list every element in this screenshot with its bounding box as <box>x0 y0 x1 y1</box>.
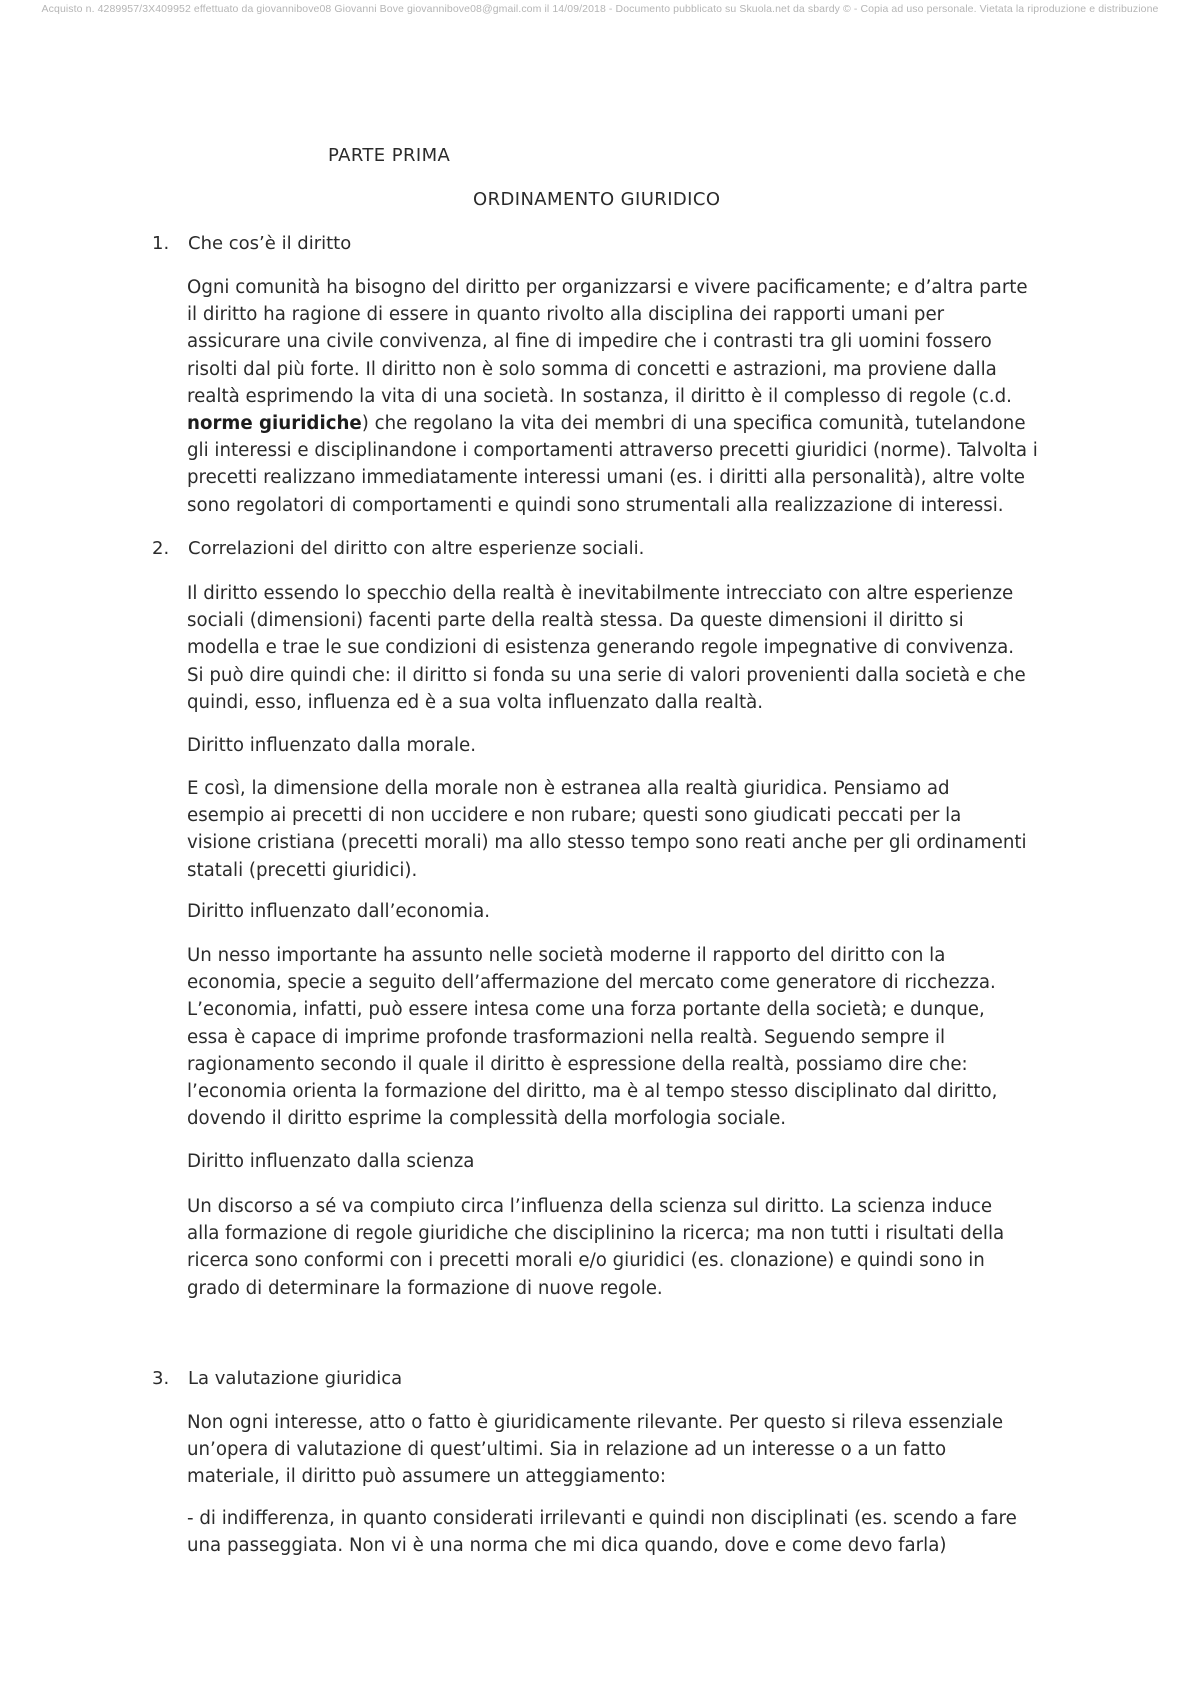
subheading-morale <box>187 732 1097 759</box>
text-line: statali (precetti giuridici). <box>187 859 418 881</box>
text-line: Un nesso importante ha assunto nelle società moderne il rapporto del diritto con la <box>187 945 946 966</box>
text-line: alla formazione di regole giuridiche che disciplinino la ricerca; ma non tutti i risultati della <box>187 1223 1005 1245</box>
paragraph-7 <box>187 1505 1097 1559</box>
text-line: sociali (dimensioni) facenti parte della realtà stessa. Da queste dimensioni il diritto si <box>187 610 964 632</box>
text-line: l’economia orienta la formazione del diritto, ma è al tempo stesso disciplinato dal diritto, <box>187 1080 998 1102</box>
text-line: gli interessi e disciplinandone i comportamenti attraverso precetti giuridici (norme). Talvolta i <box>187 440 1038 462</box>
subheading-scienza <box>187 1148 1097 1175</box>
heading-2 <box>152 538 644 559</box>
text-line: sono regolatori di comportamenti e quindi sono strumentali alla realizzazione di interessi. <box>187 494 1004 516</box>
heading-3 <box>152 1368 402 1389</box>
paragraph-1 <box>187 274 1097 519</box>
bold-term: norme giuridiche <box>187 412 362 434</box>
text-line: dovendo il diritto esprime la complessità della morfologia sociale. <box>187 1108 787 1130</box>
heading-number: 2. <box>152 538 170 559</box>
text-line: modella e trae le sue condizioni di esistenza generando regole impegnative di convivenza. <box>187 637 1014 659</box>
text-line: esempio ai precetti di non uccidere e non rubare; questi sono giudicati peccati per la <box>187 805 962 827</box>
paragraph-2 <box>187 580 1097 716</box>
text-line: L’economia, infatti, può essere intesa come una forza portante della società; e dunque, <box>187 999 985 1021</box>
text-line: Un discorso a sé va compiuto circa l’influenza della scienza sul diritto. La scienza induce <box>187 1196 993 1217</box>
text-line: Il diritto essendo lo specchio della realtà è inevitabilmente intrecciato con altre esperienze <box>187 583 1014 604</box>
text-line: Non ogni interesse, atto o fatto è giuridicamente rilevante. Per questo si rileva essenziale <box>187 1412 1004 1433</box>
paragraph-3 <box>187 775 1097 884</box>
text-line: E così, la dimensione della morale non è estranea alla realtà giuridica. Pensiamo ad <box>187 778 950 799</box>
heading-text: La valutazione giuridica <box>188 1368 403 1389</box>
text-line: materiale, il diritto può assumere un atteggiamento: <box>187 1466 666 1488</box>
text-line: una passeggiata. Non vi è una norma che mi dica quando, dove e come devo farla) <box>187 1535 947 1557</box>
text-line: risolti dal più forte. Il diritto non è solo somma di concetti e astrazioni, ma proviene dalla <box>187 358 997 380</box>
text-line: assicurare una civile convivenza, al fine di impedire che i contrasti tra gli uomini fossero <box>187 331 992 353</box>
text-line: Ogni comunità ha bisogno del diritto per organizzarsi e vivere pacificamente; e d’altra parte <box>187 277 1028 298</box>
text-line: Diritto influenzato dalla morale. <box>187 735 476 756</box>
text-line: realtà esprimendo la vita di una società. In sostanza, il diritto è il complesso di regole (c.d. <box>187 385 1012 407</box>
paragraph-5 <box>187 1193 1097 1302</box>
text-line: grado di determinare la formazione di nuove regole. <box>187 1277 663 1299</box>
heading-number: 3. <box>152 1368 170 1389</box>
paragraph-4 <box>187 942 1097 1132</box>
section-title: ORDINAMENTO GIURIDICO <box>473 189 721 210</box>
text-line <box>187 410 1097 437</box>
text-line: - di indifferenza, in quanto considerati irrilevanti e quindi non disciplinati (es. scendo a fare <box>187 1508 1017 1529</box>
text-line: Diritto influenzato dall’economia. <box>187 901 491 922</box>
text-line: Si può dire quindi che: il diritto si fonda su una serie di valori provenienti dalla società e che <box>187 664 1026 686</box>
heading-text: Che cos’è il diritto <box>188 233 352 254</box>
text-line: quindi, esso, influenza ed è a sua volta influenzato dalla realtà. <box>187 691 763 713</box>
paragraph-6 <box>187 1409 1097 1491</box>
heading-1 <box>152 233 351 254</box>
text-line: visione cristiana (precetti morali) ma allo stesso tempo sono reati anche per gli ordinamenti <box>187 832 1027 854</box>
text-line: ricerca sono conformi con i precetti morali e/o giuridici (es. clonazione) e quindi sono in <box>187 1250 985 1272</box>
text-line: essa è capace di imprime profonde trasformazioni nella realtà. Seguendo sempre il <box>187 1026 946 1048</box>
text-line: economia, specie a seguito dell’affermazione del mercato come generatore di ricchezza. <box>187 972 996 994</box>
part-title: PARTE PRIMA <box>328 145 451 166</box>
subheading-economia <box>187 898 1097 925</box>
text-line: Diritto influenzato dalla scienza <box>187 1151 475 1172</box>
text-span: ) che regolano la vita dei membri di una specifica comunità, tutelandone <box>361 412 1026 434</box>
watermark-text: Acquisto n. 4289957/3X409952 effettuato da giovannibove08 Giovanni Bove giovannibove08@gmail.com il 14/09/2018 - Documento pubblicato su Skuola.net da sbardy © - Copia ad uso personale. Vietata la riproduzione e distribuzione <box>41 3 1159 15</box>
text-line: ragionamento secondo il quale il diritto è espressione della realtà, possiamo dire che: <box>187 1053 968 1075</box>
text-line: precetti realizzano immediatamente interessi umani (es. i diritti alla personalità), altre volte <box>187 467 1025 489</box>
heading-number: 1. <box>152 233 170 254</box>
heading-text: Correlazioni del diritto con altre esperienze sociali. <box>188 538 645 559</box>
text-line: un’opera di valutazione di quest’ultimi. Sia in relazione ad un interesse o a un fatto <box>187 1439 947 1461</box>
text-line: il diritto ha ragione di essere in quanto rivolto alla disciplina dei rapporti umani per <box>187 304 945 326</box>
